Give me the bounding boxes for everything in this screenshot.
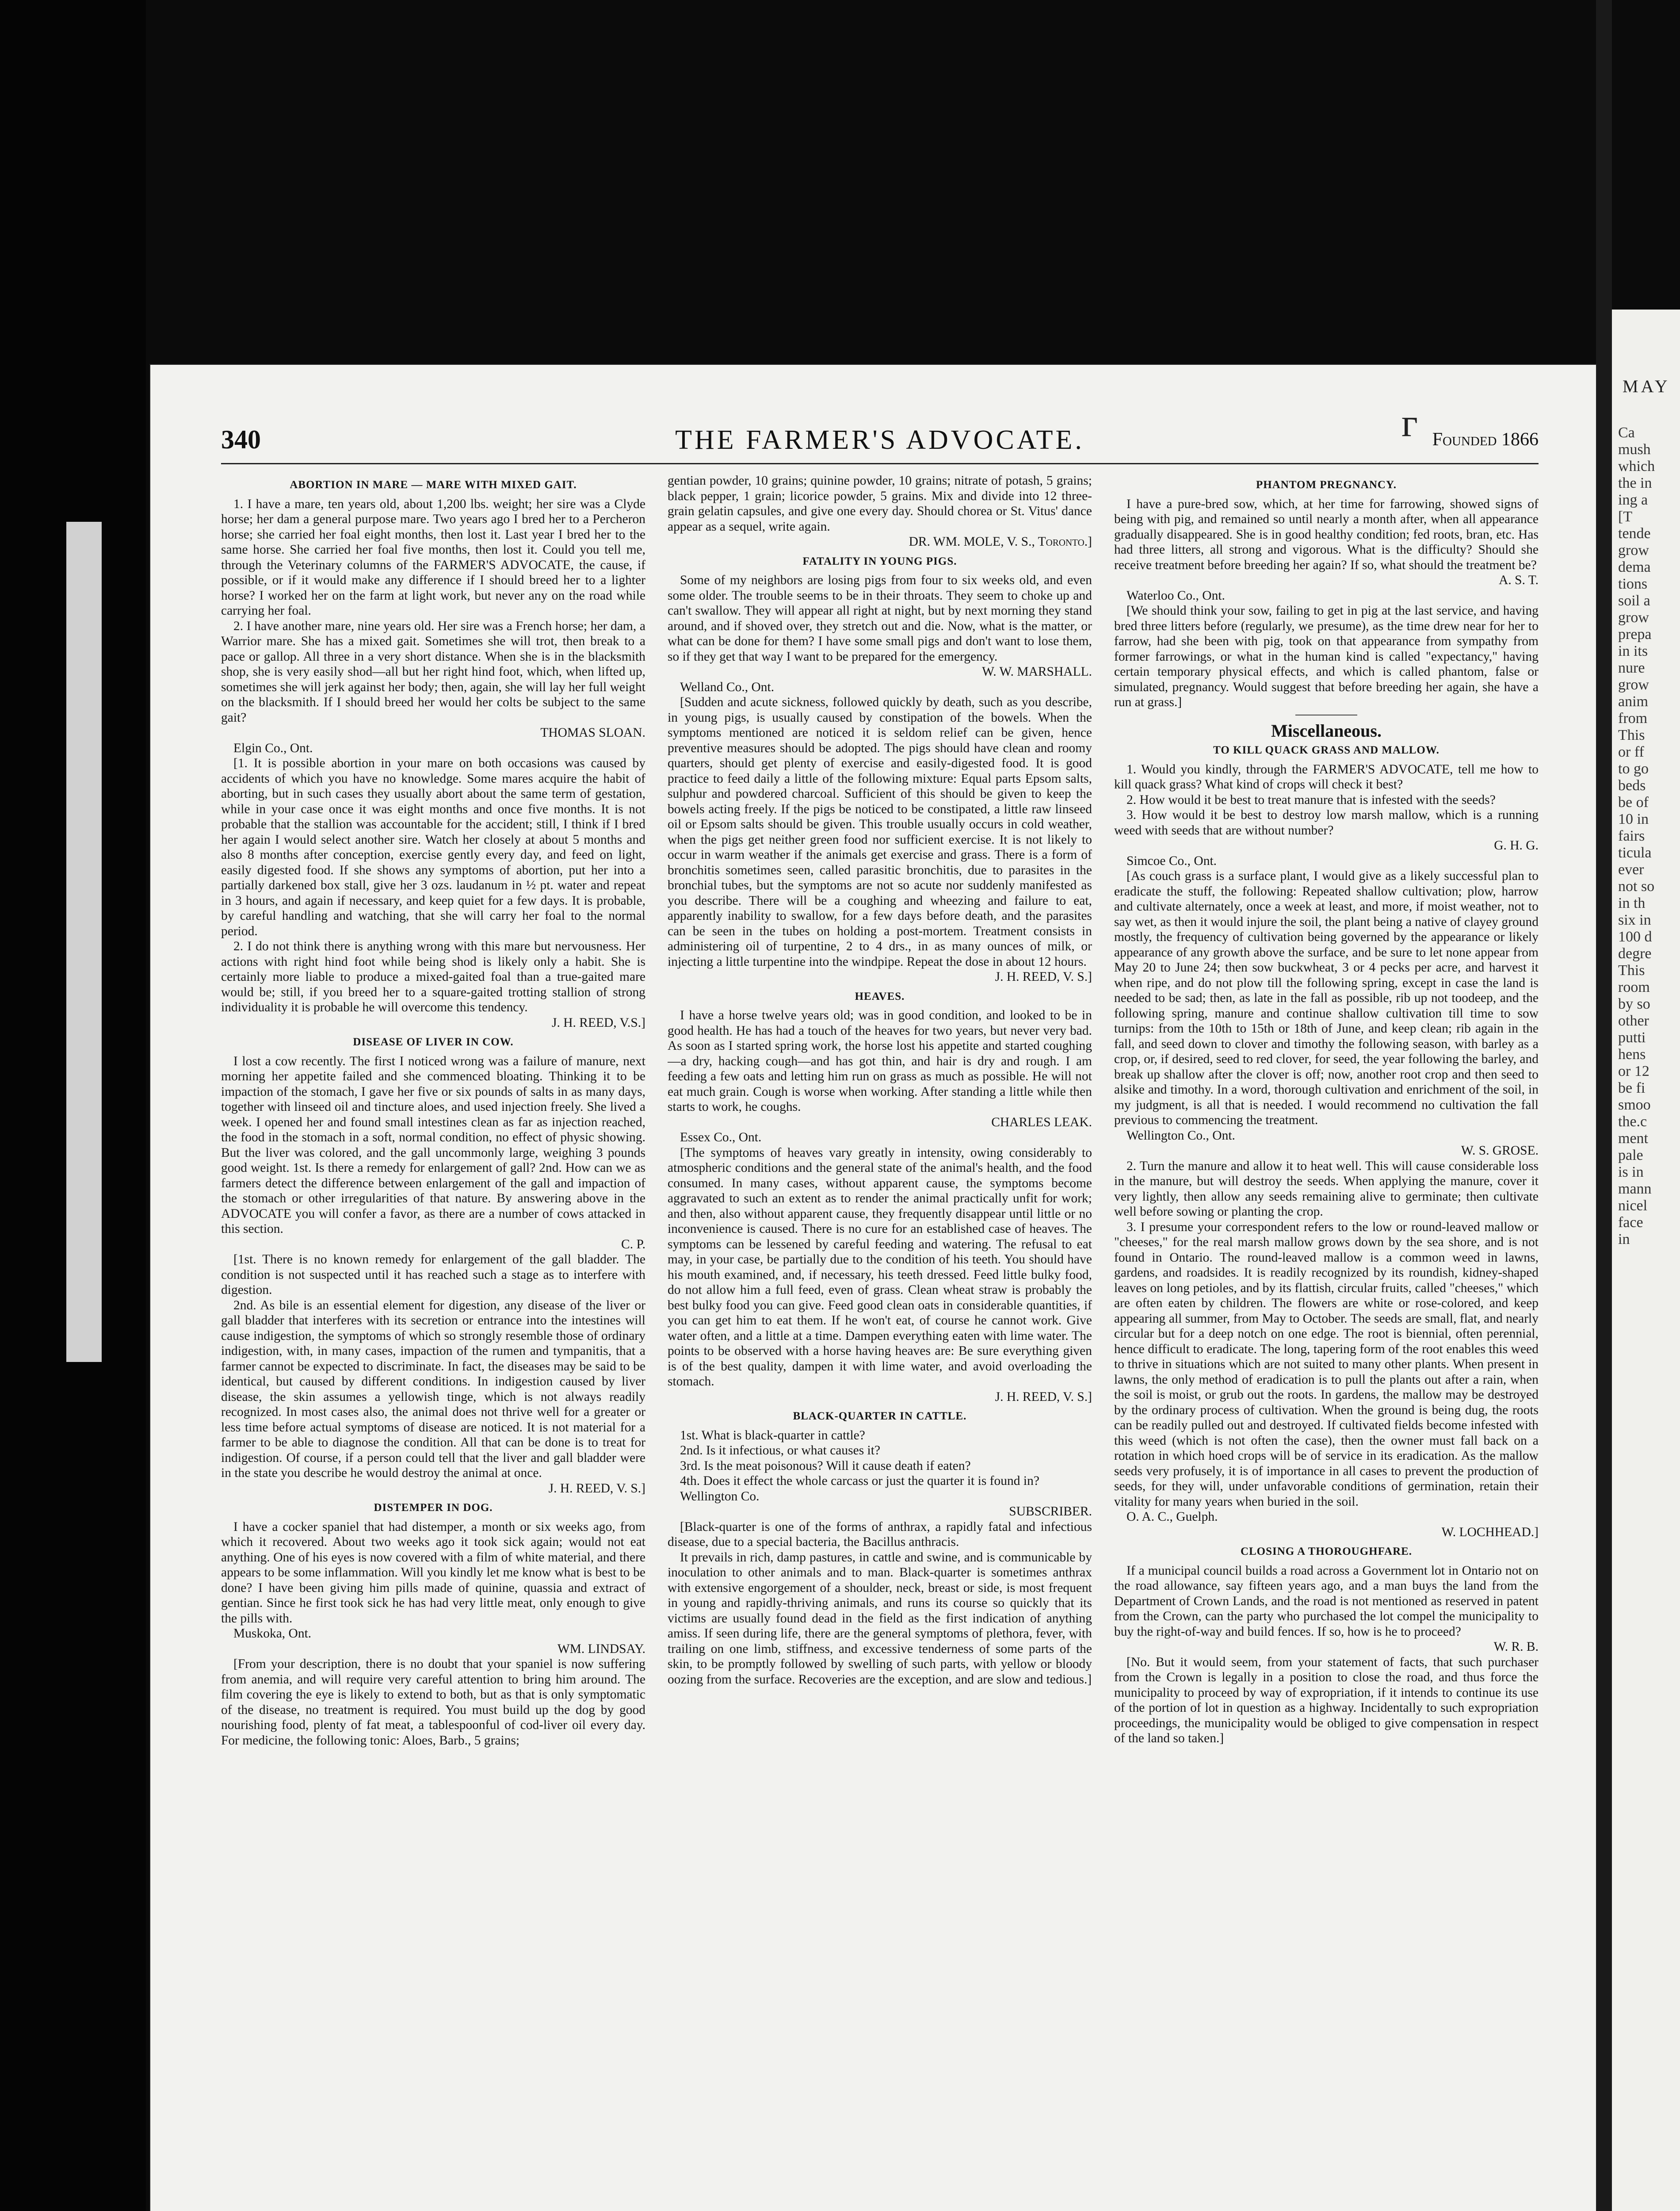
article-title: TO KILL QUACK GRASS AND MALLOW. (1213, 744, 1439, 756)
answer-signature: W. S. GROSE. (1461, 1144, 1539, 1158)
newspaper-page (150, 365, 1596, 2211)
answer-paragraph: [We should think your sow, failing to get in pig at the last service, and having bred three litters before (regularly, we presume), as the time drew near for her to farrow, had she been with pig, took on that appearance from sympathy from former farrowings, or what in the human kind is called "expectancy," having certain temporary physical effects, and which is called phantom, false or simulated, pregnancy. Would suggest that before breeding her again, she have a run at grass.] (1114, 604, 1539, 709)
article-location: Elgin Co., Ont. (233, 741, 313, 755)
article-paragraph: 2. I have another mare, nine years old. Her sire was a French horse; her dam, a Warrior mare. She has a mixed gait. Sometimes she will trot, then break to a pace or gallop. All three in a very short distance. When she is in the blacksmith shop, she is very easily shod—all but her right hind foot, which, when lifted up, sometimes she will jerk against her body; then, again, she will lay her full weight on the blacksmith. If I should breed her would her colts be subject to the same gait? (221, 619, 645, 725)
article-title: BLACK-QUARTER IN CATTLE. (793, 1410, 967, 1422)
adjacent-page-text: Ca mush which the in ing a [T tende grow dema tions soil a grow prepa in its nure grow anim from This or ff to go beds be of 10 in fairs ticula ever not so in th six in 100 d degre This room by so other putti hens or 12 be fi smoo the.c ment pale is in mann nicel face in (1618, 425, 1655, 1247)
answer-paragraph: 2. I do not think there is anything wrong with this mare but nervousness. Her actions with right hind foot while being shod is likely only a habit. She is certainly more liable to produce a mixed-gaited foal than a true-gaited mare would be; still, if you breed her to a square-gaited trotting stallion of strong individuality it is probable he will overcome this tendency. (221, 939, 645, 1014)
answer-paragraph: [Sudden and acute sickness, followed quickly by death, such as you describe, in young pigs, is usually caused by constipation of the bowels. When the symptoms mentioned are noticed it is seldom relief can be given, hence preventive measures should be adopted. The pigs should have clean and roomy quarters, should get plenty of exercise and easily-digested food. It is good practice to feed daily a little of the following mixture: Equal parts Epsom salts, sulphur and powdered charcoal. Sufficient of this should be given to keep the bowels acting freely. If the pigs be noticed to be constipated, a little raw linseed oil or Epsom salts should be given. This trouble usually occurs in cold weather, when the pigs get neither green food nor sufficient exercise. It is not likely to occur in warm weather if the animals get exercise and grass. There is a form of bronchitis sometimes seen, called parasitic bronchitis, due to parasites in the bronchial tubes, but the symptoms are not so acute nor suddenly manifested as you describe. There will be a coughing and wheezing and failure to eat, apparently inability to swallow, for a few days before death, and the parasites can be seen in the tubes on holding a post-mortem. Treatment consists in administering oil of turpentine, 2 to 4 drs., in as many ounces of milk, or injecting a little turpentine into the windpipe. Repeat the dose in about 12 hours. (668, 695, 1092, 969)
article-title: DISTEMPER IN DOG. (374, 1502, 493, 1514)
vet-signature: DR. WM. MOLE, V. S., Toronto.] (909, 535, 1092, 549)
column-3 (1114, 473, 1539, 2211)
article-paragraph: I have a pure-bred sow, which, at her time for farrowing, showed signs of being with pig, and remained so until nearly a month after, when all appearance gradually disappeared. She is in good healthy condition; fed roots, bran, etc. Has had three litters, all strong and vigorous. What is the difficulty? Should she receive treatment before breeding her again? If so, what should the treatment be? (1114, 497, 1539, 572)
answer-paragraph: [1. It is possible abortion in your mare on both occasions was caused by accidents of which you have no knowledge. Some mares acquire the habit of aborting, but in such cases they usually abort about the same term of gestation, while in your case once it was eight months and once five months. It is not probable that the stallion was accountable for the accident; still, I think if I bred her again I would select another sire. Watch her closely at about 5 months and also 8 months after conception, exercise gently every day, and feed on light, easily digested food. If she shows any symptoms of abortion, put her into a partially darkened box stall, give her 3 ozs. laudanum in ½ pt. water and repeat in 3 hours, and again if necessary, and keep quiet for a few days. It is probable, by careful handling and watching, that she will carry her foal to the normal period. (221, 756, 645, 938)
article-signature: W. R. B. (1493, 1640, 1539, 1654)
article-signature: WM. LINDSAY. (557, 1641, 645, 1656)
answer-paragraph: It prevails in rich, damp pastures, in cattle and swine, and is communicable by inoculation to other animals and to man. Black-quarter is sometimes anthrax with extensive engorgement of a shoulder, neck, breast or side, is most frequent in young and rapidly-thriving animals, and runs its course so quickly that its victims are usually found dead in the field as the first indication of anything amiss. If seen during life, there are the general symptoms of plethora, fever, with trailing on one limb, stiffness, and excessive tenderness of some parts of the skin, to be promptly followed by swelling of such parts, with yellow or bloody oozing from the surface. Recoveries are the exception, and are slow and tedious.] (668, 1550, 1092, 1687)
header-rule (221, 463, 1539, 464)
article-signature: G. H. G. (1494, 838, 1539, 853)
answer-paragraph: gentian powder, 10 grains; quinine powder, 10 grains; nitrate of potash, 5 grains; black pepper, 1 grain; licorice powder, 5 grains. Mix and divide into 12 three-grain gelatin capsules, and give one every day. Should chorea or St. Vitus' dance appear as a sequel, write again. (668, 474, 1092, 534)
answer-paragraph: [As couch grass is a surface plant, I would give as a likely successful plan to eradicate the stuff, the following: Repeated shallow cultivation; plow, harrow and cultivate alternately, once a week at least, and more, if moist weather, not to say wet, as then it would injure the soil, the plant being a native of clayey ground mostly, the frequency of cultivation being governed by the appearance or likely appearance of any growth above the surface, and be sure to let none appear from May 20 to June 24; then sow buckwheat, 3 or 4 pecks per acre, and harvest it when ripe, and do not plow till the following spring, except in case the land is needed to be sad; then, as late in the fall as possible, rib up not toodeep, and the following spring, manure and continue shallow cultivation till time to sow turnips: from the 10th to 15th or 18th of June, and keep clean; rib again in the fall, and seed down to clover and timothy the following season, with barley as a crop, or, if desired, seed to red clover, for seed, the year following the barley, and break up shallow after the clover is off; now, another root crop and then seed to alsike and timothy. In a word, thorough cultivation and enrichment of the soil, in my judgment, is all that is needed. I would recommend no cultivation the fall previous to commencing the treatment. (1114, 869, 1539, 1127)
article-paragraph: If a municipal council builds a road across a Government lot in Ontario not on the road allowance, say fifteen years ago, and a man buys the land from the Department of Crown Lands, and the road is not mentioned as reserved in patent from the Crown, can the party who purchased the lot compel the municipality to buy the right-of-way and build fences. If so, how is he to proceed? (1114, 1563, 1539, 1639)
answer-paragraph: [The symptoms of heaves vary greatly in intensity, owing considerably to atmospheric conditions and the general state of the animal's health, and the food consumed. In many cases, without apparent cause, the symptoms become aggravated to such an extent as to render the animal practically unfit for work; and then, also without apparent cause, they frequently disappear until little or no inconvenience is caused. There is no cure for an established case of heaves. The symptoms can be lessened by careful feeding and watering. The refusal to eat may, in your case, be partially due to the condition of his teeth. You should have his mouth examined, and, if necessary, his teeth dressed. Feed little bulky food, do not allow him a full feed, even of grass. Clean wheat straw is probably the best bulky food you can give. Feed good clean oats in considerable quantities, if you can get him to eat them. If he won't eat, of course he cannot work. Give water often, and a little at a time. Dampen everything eaten with lime water. The points to be observed with a horse having heaves are: Be sure everything given is of the best quality, dampen it with lime water, and avoid overloading the stomach. (668, 1145, 1092, 1389)
masthead-title: THE FARMER'S ADVOCATE. (675, 425, 1084, 455)
question-line: 2nd. Is it infectious, or what causes it? (680, 1443, 881, 1457)
article-location: Welland Co., Ont. (680, 680, 775, 694)
page-number: 340 (221, 425, 261, 454)
vet-signature: J. H. REED, V.S.] (551, 1015, 645, 1030)
article-paragraph: 1. I have a mare, ten years old, about 1,200 lbs. weight; her sire was a Clyde horse; her dam a general purpose mare. Two years ago I bred her to a Percheron horse; she carried her foal eight months, then lost it. Last year I bred her to the same horse. She carried her foal five months, then lost it. Could you tell me, through the Veterinary columns of the FARMER'S ADVOCATE, the cause, if possible, or if it would make any difference if I should breed her to a lighter horse? I worked her on the farm at light work, but never any on the road while carrying her foal. (221, 497, 645, 618)
adjacent-page-header: MAY (1623, 376, 1670, 396)
vet-signature: J. H. REED, V. S.] (548, 1481, 645, 1496)
section-title: Miscellaneous. (1271, 720, 1382, 741)
answer-paragraph: 2. Turn the manure and allow it to heat well. This will cause considerable loss in the manure, but will destroy the seeds. When applying the manure, cover it very lightly, then allow any seeds remaining alive to germinate; then cultivate well before sowing or planting the crop. (1114, 1159, 1539, 1219)
article-title: DISEASE OF LIVER IN COW. (353, 1036, 514, 1048)
article-paragraph: 2. How would it be best to treat manure that is infested with the seeds? (1126, 792, 1496, 807)
scan-edge-strip (66, 522, 102, 1362)
article-paragraph: 1. Would you kindly, through the FARMER'S ADVOCATE, tell me how to kill quack grass? What kind of crops will check it best? (1114, 762, 1539, 792)
article-title: FATALITY IN YOUNG PIGS. (802, 555, 957, 567)
vet-signature: J. H. REED, V. S.] (995, 970, 1092, 984)
answer-paragraph: [No. But it would seem, from your statement of facts, that such purchaser from the Crown is legally in a position to close the road, and thus force the municipality to proceed by way of expropriation, if it intends to continue its use of the portion of lot in question as a highway. Incidentally to such expropriation proceedings, the municipality would be obliged to give compensation in respect of the land so taken.] (1114, 1655, 1539, 1745)
answer-location: O. A. C., Guelph. (1126, 1510, 1218, 1524)
pencil-mark: ᴦ (1401, 401, 1418, 445)
article-paragraph: I lost a cow recently. The first I noticed wrong was a failure of manure, next morning her appetite failed and she commenced bloating. Thinking it to be impaction of the stomach, I gave her five or six pounds of salts in as many days, together with linseed oil and tincture aloes, and used injection freely. She lived a week. I opened her and found small intestines clean as far as injection reached, the food in the stomach in a soft, normal condition, no effect of physic showing. But the liver was colored, and the gall uncommonly large, weighing 3 pounds good weight. 1st. Is there a remedy for enlargement of gall? 2nd. How can we as farmers detect the difference between enlargement of the gall and impaction of the stomach or other irregularities of that nature. By answering above in the ADVOCATE you will confer a favor, as there are a number of cows attacked in this section. (221, 1054, 645, 1236)
founded-note: Founded 1866 (1432, 429, 1539, 450)
article-location: Waterloo Co., Ont. (1126, 588, 1225, 603)
column-1 (221, 473, 645, 2211)
vet-signature: J. H. REED, V. S.] (995, 1389, 1092, 1404)
article-paragraph: Some of my neighbors are losing pigs from four to six weeks old, and even some older. The trouble seems to be in their throats. They seem to choke up and can't swallow. They will appear all right at night, but by next morning they stand around, and if shoved over, they stretch out and die. Now, what is the matter, or what can be done for them? I have some small pigs and don't want to lose them, so if they get that way I want to be prepared for the emergency. (668, 573, 1092, 664)
article-location: Wellington Co. (680, 1489, 760, 1503)
article-signature: THOMAS SLOAN. (540, 726, 645, 740)
column-2 (668, 473, 1092, 2211)
article-signature: A. S. T. (1499, 573, 1539, 587)
article-location: Muskoka, Ont. (233, 1626, 312, 1641)
answer-paragraph: [1st. There is no known remedy for enlargement of the gall bladder. The condition is not suspected until it has reached such a stage as to interfere with digestion. (221, 1252, 645, 1297)
article-location: Simcoe Co., Ont. (1126, 853, 1217, 868)
article-signature: W. W. MARSHALL. (982, 665, 1092, 679)
article-signature: SUBSCRIBER. (1009, 1504, 1092, 1519)
question-line: 4th. Does it effect the whole carcass or just the quarter it is found in? (680, 1474, 1039, 1488)
article-title: PHANTOM PREGNANCY. (1256, 479, 1397, 491)
answer-paragraph: [From your description, there is no doubt that your spaniel is now suffering from anemia, and will require very careful attention to bring him around. The film covering the eye is likely to extend to both, but as that is only symptomatic of the disease, no treatment is required. You must build up the dog by good nourishing food, plenty of fat meat, a tablespoonful of cod-liver oil every day. For medicine, the following tonic: Aloes, Barb., 5 grains; (221, 1657, 645, 1748)
answer-paragraph: [Black-quarter is one of the forms of anthrax, a rapidly fatal and infectious disease, due to a special bacteria, the Bacillus anthracis. (668, 1519, 1092, 1549)
article-title: ABORTION IN MARE — MARE WITH MIXED GAIT. (290, 479, 577, 491)
page-header (221, 425, 1539, 460)
article-paragraph: I have a horse twelve years old; was in good condition, and looked to be in good health. He has had a touch of the heaves for two years, but never very bad. As soon as I started spring work, the horse lost his appetite and started coughing—a dry, hacking cough—and has got thin, and hair is dry and rough. I am feeding a few oats and letting him run on grass as much as possible. He will not eat much grain. Cough is worse when working. After standing a little while then starts to work, he coughs. (668, 1008, 1092, 1114)
answer-paragraph: 2nd. As bile is an essential element for digestion, any disease of the liver or gall bladder that interferes with its secretion or entrance into the intestines will cause indigestion, the symptoms of which so strongly resemble those of ordinary indigestion, with, in many cases, impaction of the rumen and tympanitis, that a farmer cannot be expected to discriminate. In fact, the diseases may be said to be identical, but caused by different conditions. In indigestion caused by liver disease, the skin assumes a yellowish tinge, which is not always readily recognized. In most cases also, the animal does not thrive well for a greater or less time before actual symptoms of disease are noticed. It is not material for a farmer to be able to diagnose the condition. All that can be done is to treat for indigestion. Of course, if a person could tell that the liver and gall bladder were in the state you describe he would destroy the animal at once. (221, 1298, 645, 1480)
article-paragraph: I have a cocker spaniel that had distemper, a month or six weeks ago, from which it recovered. About two weeks ago it took sick again; would not eat anything. One of his eyes is now covered with a film of white material, and there appears to be some inflammation. Will you kindly let me know what is best to be done? I have been giving him pills made of quinine, quassia and extract of gentian. Since he first took sick he has had very little meat, only enough to give the pills with. (221, 1519, 645, 1626)
article-paragraph: 3. How would it be best to destroy low marsh mallow, which is a running weed with seeds that are without number? (1114, 808, 1539, 838)
article-location: Essex Co., Ont. (680, 1130, 762, 1144)
article-signature: C. P. (621, 1237, 645, 1251)
answer-location: Wellington Co., Ont. (1126, 1128, 1235, 1143)
adjacent-page-fragment (1612, 310, 1680, 2211)
book-gutter (1596, 0, 1612, 2211)
question-line: 1st. What is black-quarter in cattle? (680, 1428, 865, 1442)
article-signature: CHARLES LEAK. (991, 1115, 1092, 1129)
article-title: HEAVES. (855, 990, 905, 1002)
question-line: 3rd. Is the meat poisonous? Will it cause death if eaten? (680, 1458, 971, 1473)
answer-signature: W. LOCHHEAD.] (1441, 1525, 1539, 1539)
article-title: CLOSING A THOROUGHFARE. (1240, 1545, 1413, 1557)
answer-paragraph: 3. I presume your correspondent refers to the low or round-leaved mallow or "cheeses," for the real marsh mallow grows down by the sea shore, and is not found in Ontario. The round-leaved mallow is a common weed in lawns, gardens, and roadsides. It is readily recognized by its roundish, kidney-shaped leaves on long petioles, and by its flattish, circular fruits, called "cheeses," which are often eaten by children. The flowers are white or rose-colored, and keep appearing all summer, from May to October. The seeds are small, flat, and nearly circular but for a deep notch on one edge. The root is biennial, often perennial, hence difficult to eradicate. The long, tapering form of the root enables this weed to thrive in situations which are not suited to many other plants. When present in lawns, the only method of eradication is to pull the plants out after a rain, when the soil is moist, or grub out the roots. In gardens, the mallow may be destroyed by the ordinary process of cultivation. When the ground is being dug, the roots can be readily pulled out and destroyed. If cultivated fields become infested with this weed (which is not often the case), then the owner must fall back on a rotation in which hoed crops will be of service in its eradication. As the mallow seeds very profusely, it is of importance in all cases to prevent the production of seeds, for they will, under unfavorable conditions of germination, retain their vitality for many years when buried in the soil. (1114, 1220, 1539, 1509)
